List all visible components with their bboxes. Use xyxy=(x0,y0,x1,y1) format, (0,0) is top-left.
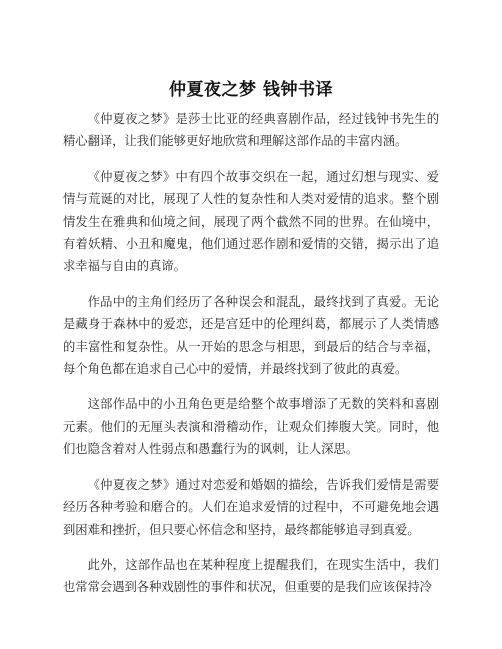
paragraph-5: 《仲夏夜之梦》通过对恋爱和婚姻的描绘，告诉我们爱情是需要经历各种考验和磨合的。人们在追求爱情的过程中，不可避免地会遇到困难和挫折，但只要心怀信念和坚持，最终都能够追寻到真爱。 xyxy=(63,477,439,537)
document-body xyxy=(63,108,439,612)
paragraph-2: 《仲夏夜之梦》中有四个故事交织在一起，通过幻想与现实、爱情与荒诞的对比，展现了人性的复杂性和人类对爱情的追求。整个剧情发生在雅典和仙境之间，展现了两个截然不同的世界。在仙境中，有着妖精、小丑和魔鬼，他们通过恶作剧和爱情的交错，揭示出了追求幸福与自由的真谛。 xyxy=(63,169,439,274)
paragraph-3: 作品中的主角们经历了各种误会和混乱，最终找到了真爱。无论是藏身于森林中的爱恋，还是宫廷中的伦理纠葛，都展示了人类情感的丰富性和复杂性。从一开始的思念与相思，到最后的结合与幸福，每个角色都在追求自己心中的爱情，并最终找到了彼此的真爱。 xyxy=(63,294,439,377)
paragraph-1: 《仲夏夜之梦》是莎士比亚的经典喜剧作品，经过钱钟书先生的精心翻译，让我们能够更好地欣赏和理解这部作品的丰富内涵。 xyxy=(63,112,439,149)
paragraph-4: 这部作品中的小丑角色更是给整个故事增添了无数的笑料和喜剧元素。他们的无厘头表演和滑稽动作，让观众们捧腹大笑。同时，他们也隐含着对人性弱点和愚蠢行为的讽刺，让人深思。 xyxy=(63,397,439,457)
paragraph-6: 此外，这部作品也在某种程度上提醒我们，在现实生活中，我们也常常会遇到各种戏剧性的事件和状况，但重要的是我们应该保持冷 xyxy=(63,557,439,595)
document-title: 仲夏夜之梦 钱钟书译 xyxy=(169,80,333,100)
